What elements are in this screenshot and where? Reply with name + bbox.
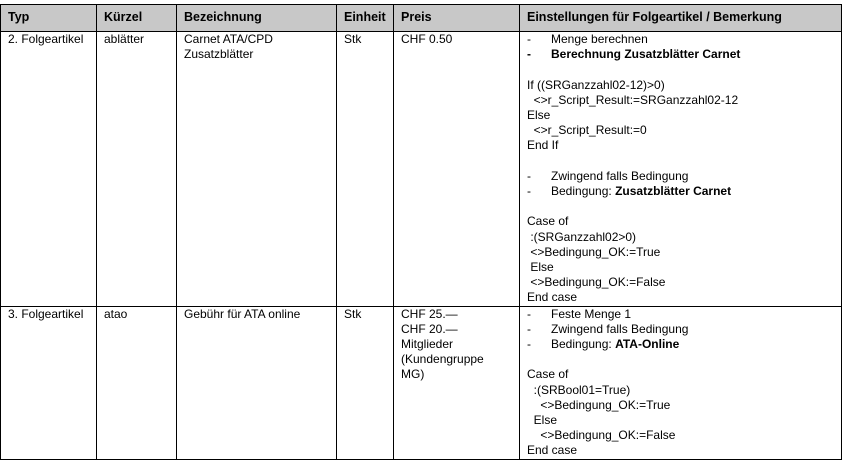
settings-line bbox=[527, 199, 841, 214]
header-einheit: Einheit bbox=[337, 5, 394, 32]
table-row bbox=[1, 306, 842, 459]
preis-line: (Kundengruppe bbox=[401, 352, 484, 367]
cell-kuerzel: ablätter bbox=[97, 32, 177, 307]
settings-line: - Menge berechnen bbox=[527, 32, 648, 46]
cell-preis bbox=[394, 32, 520, 307]
preis-line: CHF 20.— bbox=[401, 321, 458, 336]
settings-line: Else bbox=[527, 260, 554, 274]
settings-line bbox=[527, 154, 841, 169]
settings-line: <>Bedingung_OK:=False bbox=[527, 275, 666, 290]
condition-line bbox=[527, 184, 841, 199]
settings-line: <>Bedingung_OK:=False bbox=[527, 428, 676, 443]
settings-line: End case bbox=[527, 443, 578, 458]
bezeichnung-line: Zusatzblätter bbox=[184, 47, 254, 62]
cell-bezeichnung bbox=[177, 32, 337, 307]
preis-line: Mitglieder bbox=[401, 337, 454, 352]
condition-name: Zusatzblätter Carnet bbox=[615, 184, 732, 198]
settings-line: <>r_Script_Result:=0 bbox=[527, 123, 647, 138]
settings-line: Case of bbox=[527, 214, 569, 229]
cell-einheit: Stk bbox=[337, 32, 394, 307]
header-bezeichnung: Bezeichnung bbox=[177, 5, 337, 32]
preis-line: CHF 25.— bbox=[401, 306, 458, 321]
preis-line: CHF 0.50 bbox=[401, 32, 453, 46]
settings-line: <>Bedingung_OK:=True bbox=[527, 244, 661, 259]
cell-einheit: Stk bbox=[337, 306, 394, 459]
header-preis: Preis bbox=[394, 5, 520, 32]
cell-settings bbox=[520, 32, 842, 307]
settings-line: End If bbox=[527, 138, 559, 153]
settings-line: If ((SRGanzzahl02-12)>0) bbox=[527, 77, 665, 92]
preis-line: MG) bbox=[401, 367, 425, 382]
settings-line: - Feste Menge 1 bbox=[527, 306, 632, 321]
settings-line: - Zwingend falls Bedingung bbox=[527, 168, 689, 183]
cell-kuerzel: atao bbox=[97, 306, 177, 459]
settings-line: :(SRGanzzahl02>0) bbox=[527, 229, 637, 244]
cell-bezeichnung bbox=[177, 306, 337, 459]
condition-line bbox=[527, 337, 841, 352]
settings-line: Else bbox=[527, 108, 551, 122]
cell-typ: 3. Folgeartikel bbox=[1, 306, 97, 459]
article-table bbox=[0, 4, 842, 460]
bezeichnung-line: Gebühr für ATA online bbox=[184, 306, 301, 321]
settings-line bbox=[527, 352, 841, 367]
settings-line: Case of bbox=[527, 367, 569, 382]
settings-line bbox=[527, 62, 841, 77]
cell-settings bbox=[520, 306, 842, 459]
header-typ: Typ bbox=[1, 5, 97, 32]
settings-line: <>Bedingung_OK:=True bbox=[527, 397, 671, 412]
bezeichnung-line: Carnet ATA/CPD bbox=[184, 32, 273, 46]
settings-line: <>r_Script_Result:=SRGanzzahl02-12 bbox=[527, 92, 739, 107]
condition-name: ATA-Online bbox=[615, 337, 680, 352]
table-header-row bbox=[1, 5, 842, 32]
settings-line: - Zwingend falls Bedingung bbox=[527, 321, 689, 336]
table-row bbox=[1, 32, 842, 307]
settings-line: :(SRBool01=True) bbox=[527, 382, 631, 397]
condition-prefix: - Bedingung: bbox=[527, 337, 616, 352]
header-kuerzel: Kürzel bbox=[97, 5, 177, 32]
cell-preis bbox=[394, 306, 520, 459]
header-einstellungen: Einstellungen für Folgeartikel / Bemerkung bbox=[520, 5, 842, 32]
settings-line: Else bbox=[527, 413, 558, 428]
settings-line: - Berechnung Zusatzblätter Carnet bbox=[527, 47, 741, 62]
condition-prefix: - Bedingung: bbox=[527, 184, 616, 198]
settings-line: End case bbox=[527, 290, 578, 305]
cell-typ: 2. Folgeartikel bbox=[1, 32, 97, 307]
